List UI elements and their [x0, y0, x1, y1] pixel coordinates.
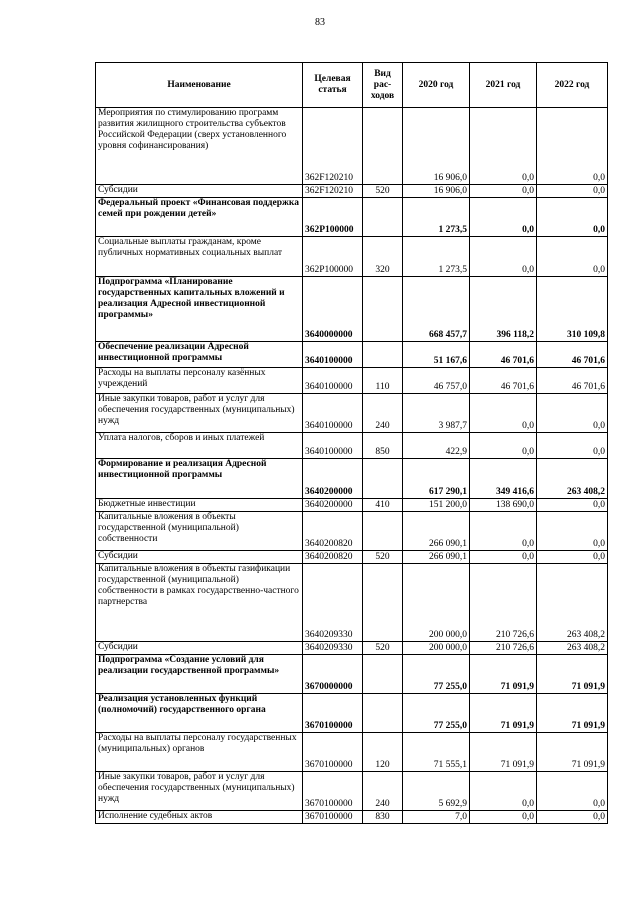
row-value-2021: 0,0 — [470, 512, 537, 551]
row-target-article: 3640100000 — [303, 394, 363, 433]
row-value-2022: 71 091,9 — [537, 733, 608, 772]
row-expense-type — [363, 277, 403, 342]
row-name: Капитальные вложения в объекты государственной (муниципальной) собственности — [96, 512, 303, 551]
row-expense-type: 110 — [363, 368, 403, 394]
table-row — [96, 499, 608, 512]
row-target-article: 3670100000 — [303, 733, 363, 772]
header-2022: 2022 год — [537, 63, 608, 108]
row-target-article: 3640100000 — [303, 368, 363, 394]
row-target-article: 3640100000 — [303, 342, 363, 368]
row-expense-type: 850 — [363, 433, 403, 459]
table-row — [96, 564, 608, 642]
budget-table — [95, 62, 608, 824]
row-target-article: 3670000000 — [303, 655, 363, 694]
table-row — [96, 512, 608, 551]
row-value-2020: 266 090,1 — [403, 512, 470, 551]
table-row — [96, 551, 608, 564]
row-expense-type: 520 — [363, 642, 403, 655]
row-value-2020: 3 987,7 — [403, 394, 470, 433]
row-value-2022: 310 109,8 — [537, 277, 608, 342]
row-value-2020: 1 273,5 — [403, 237, 470, 277]
row-value-2021: 210 726,6 — [470, 564, 537, 642]
row-value-2021: 396 118,2 — [470, 277, 537, 342]
row-value-2021: 349 416,6 — [470, 459, 537, 499]
row-target-article: 3670100000 — [303, 811, 363, 824]
page-number: 83 — [315, 17, 325, 28]
row-value-2021: 0,0 — [470, 811, 537, 824]
row-value-2020: 71 555,1 — [403, 733, 470, 772]
row-value-2020: 617 290,1 — [403, 459, 470, 499]
row-expense-type: 320 — [363, 237, 403, 277]
table-row — [96, 811, 608, 824]
row-target-article: 362F120210 — [303, 185, 363, 198]
row-value-2022: 0,0 — [537, 108, 608, 185]
row-target-article: 3640209330 — [303, 642, 363, 655]
table-row — [96, 368, 608, 394]
row-name: Мероприятия по стимулированию программ развития жилищного строительства субъектов Российской Федерации (сверх установленного уровня софинансирования) — [96, 108, 303, 185]
row-name: Подпрограмма «Планирование государственных капитальных вложений и реализация Адресной инвестиционной программы» — [96, 277, 303, 342]
row-expense-type: 520 — [363, 551, 403, 564]
row-name: Исполнение судебных актов — [96, 811, 303, 824]
row-value-2022: 263 408,2 — [537, 642, 608, 655]
table-row — [96, 655, 608, 694]
row-value-2022: 0,0 — [537, 512, 608, 551]
row-value-2021: 71 091,9 — [470, 655, 537, 694]
table-row — [96, 277, 608, 342]
row-name: Расходы на выплаты персоналу государственных (муниципальных) органов — [96, 733, 303, 772]
row-name: Уплата налогов, сборов и иных платежей — [96, 433, 303, 459]
row-value-2022: 0,0 — [537, 185, 608, 198]
table-row — [96, 642, 608, 655]
row-name: Бюджетные инвестиции — [96, 499, 303, 512]
row-value-2021: 71 091,9 — [470, 694, 537, 733]
row-target-article: 3640100000 — [303, 433, 363, 459]
row-name: Иные закупки товаров, работ и услуг для обеспечения государственных (муниципальных) нужд — [96, 394, 303, 433]
row-target-article: 3640200000 — [303, 459, 363, 499]
row-name: Субсидии — [96, 551, 303, 564]
row-value-2021: 210 726,6 — [470, 642, 537, 655]
header-expense-type: Вид рас-ходов — [363, 63, 403, 108]
table-row — [96, 198, 608, 237]
row-value-2021: 46 701,6 — [470, 368, 537, 394]
table-row — [96, 433, 608, 459]
row-target-article: 3640200820 — [303, 512, 363, 551]
row-value-2021: 46 701,6 — [470, 342, 537, 368]
row-value-2020: 151 200,0 — [403, 499, 470, 512]
header-name: Наименование — [96, 63, 303, 108]
row-expense-type: 830 — [363, 811, 403, 824]
row-value-2020: 1 273,5 — [403, 198, 470, 237]
row-expense-type — [363, 694, 403, 733]
row-name: Субсидии — [96, 185, 303, 198]
row-value-2021: 138 690,0 — [470, 499, 537, 512]
header-2020: 2020 год — [403, 63, 470, 108]
row-value-2021: 71 091,9 — [470, 733, 537, 772]
row-expense-type — [363, 342, 403, 368]
row-value-2022: 46 701,6 — [537, 342, 608, 368]
row-value-2021: 0,0 — [470, 433, 537, 459]
header-2021: 2021 год — [470, 63, 537, 108]
row-value-2022: 0,0 — [537, 237, 608, 277]
row-value-2020: 77 255,0 — [403, 694, 470, 733]
row-expense-type: 240 — [363, 394, 403, 433]
row-value-2021: 0,0 — [470, 198, 537, 237]
row-name: Обеспечение реализации Адресной инвестиционной программы — [96, 342, 303, 368]
row-value-2020: 16 906,0 — [403, 108, 470, 185]
row-name: Формирование и реализация Адресной инвестиционной программы — [96, 459, 303, 499]
row-value-2020: 200 000,0 — [403, 642, 470, 655]
row-value-2021: 0,0 — [470, 772, 537, 811]
row-value-2022: 263 408,2 — [537, 459, 608, 499]
table-row — [96, 733, 608, 772]
row-value-2020: 668 457,7 — [403, 277, 470, 342]
row-expense-type — [363, 108, 403, 185]
row-expense-type: 240 — [363, 772, 403, 811]
table-row — [96, 185, 608, 198]
row-value-2020: 5 692,9 — [403, 772, 470, 811]
row-target-article: 3640000000 — [303, 277, 363, 342]
row-value-2020: 51 167,6 — [403, 342, 470, 368]
table-body — [96, 108, 608, 824]
row-expense-type — [363, 198, 403, 237]
row-value-2022: 0,0 — [537, 811, 608, 824]
row-name: Социальные выплаты гражданам, кроме публичных нормативных социальных выплат — [96, 237, 303, 277]
row-value-2021: 0,0 — [470, 108, 537, 185]
table-row — [96, 108, 608, 185]
row-target-article: 362P100000 — [303, 237, 363, 277]
row-expense-type: 410 — [363, 499, 403, 512]
row-name: Реализация установленных функций (полномочий) государственного органа — [96, 694, 303, 733]
row-expense-type: 120 — [363, 733, 403, 772]
row-value-2022: 0,0 — [537, 499, 608, 512]
table-row — [96, 772, 608, 811]
row-target-article: 3670100000 — [303, 694, 363, 733]
row-name: Расходы на выплаты персоналу казённых учреждений — [96, 368, 303, 394]
row-value-2022: 0,0 — [537, 433, 608, 459]
row-value-2020: 16 906,0 — [403, 185, 470, 198]
row-target-article: 3640200820 — [303, 551, 363, 564]
row-expense-type — [363, 512, 403, 551]
row-expense-type — [363, 655, 403, 694]
row-value-2021: 0,0 — [470, 237, 537, 277]
row-target-article: 362F120210 — [303, 108, 363, 185]
row-target-article: 362P100000 — [303, 198, 363, 237]
table-row — [96, 459, 608, 499]
row-expense-type — [363, 459, 403, 499]
row-value-2022: 0,0 — [537, 394, 608, 433]
row-value-2020: 46 757,0 — [403, 368, 470, 394]
row-value-2022: 0,0 — [537, 772, 608, 811]
table-row — [96, 237, 608, 277]
row-value-2020: 200 000,0 — [403, 564, 470, 642]
row-value-2022: 71 091,9 — [537, 694, 608, 733]
row-value-2022: 263 408,2 — [537, 564, 608, 642]
row-target-article: 3640209330 — [303, 564, 363, 642]
row-name: Федеральный проект «Финансовая поддержка семей при рождении детей» — [96, 198, 303, 237]
table-header-row — [96, 63, 608, 108]
table-row — [96, 394, 608, 433]
row-value-2020: 266 090,1 — [403, 551, 470, 564]
row-name: Капитальные вложения в объекты газификации государственной (муниципальной) собственности в рамках государственно-частного партнерства — [96, 564, 303, 642]
row-name: Иные закупки товаров, работ и услуг для обеспечения государственных (муниципальных) нужд — [96, 772, 303, 811]
row-name: Субсидии — [96, 642, 303, 655]
row-value-2022: 71 091,9 — [537, 655, 608, 694]
row-value-2021: 0,0 — [470, 394, 537, 433]
header-target-article: Целевая статья — [303, 63, 363, 108]
row-name: Подпрограмма «Создание условий для реализации государственной программы» — [96, 655, 303, 694]
row-target-article: 3670100000 — [303, 772, 363, 811]
row-expense-type: 520 — [363, 185, 403, 198]
table-row — [96, 342, 608, 368]
table-row — [96, 694, 608, 733]
row-value-2022: 0,0 — [537, 198, 608, 237]
row-value-2021: 0,0 — [470, 551, 537, 564]
row-value-2020: 7,0 — [403, 811, 470, 824]
row-target-article: 3640200000 — [303, 499, 363, 512]
row-value-2021: 0,0 — [470, 185, 537, 198]
row-value-2022: 0,0 — [537, 551, 608, 564]
row-value-2020: 77 255,0 — [403, 655, 470, 694]
row-expense-type — [363, 564, 403, 642]
row-value-2022: 46 701,6 — [537, 368, 608, 394]
row-value-2020: 422,9 — [403, 433, 470, 459]
